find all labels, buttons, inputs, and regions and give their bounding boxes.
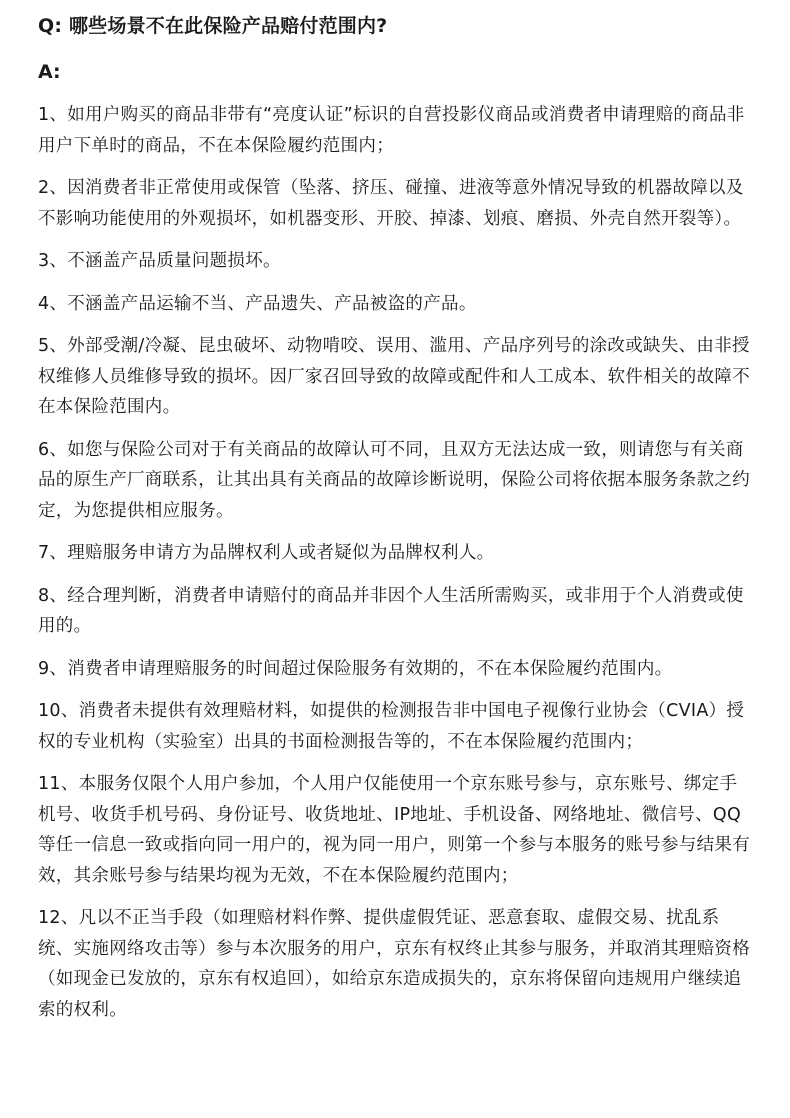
exclusion-item-4: 4、不涵盖产品运输不当、产品遗失、产品被盗的产品。 <box>38 293 477 314</box>
exclusion-item-10: 10、消费者未提供有效理赔材料，如提供的检测报告非中国电子视像行业协会（CVIA）授权的专业机构（实验室）出具的书面检测报告等的，不在本保险履约范围内； <box>38 701 745 752</box>
question-heading: Q: 哪些场景不在此保险产品赔付范围内? <box>38 15 388 37</box>
exclusion-item-7: 7、理赔服务申请方为品牌权利人或者疑似为品牌权利人。 <box>38 543 495 563</box>
answer-label: A: <box>38 61 61 83</box>
exclusion-item-8: 8、经合理判断，消费者申请赔付的商品并非因个人生活所需购买，或非用于个人消费或使用的。 <box>38 585 744 636</box>
exclusion-item-3: 3、不涵盖产品质量问题损坏。 <box>38 251 281 271</box>
exclusion-item-11: 11、本服务仅限个人用户参加，个人用户仅能使用一个京东账号参与，京东账号、绑定手机号、收货手机号码、身份证号、收货地址、IP地址、手机设备、网络地址、微信号、QQ等任一信息一致或指向同一用户的，视为同一用户，则第一个参与本服务的账号参与结果有效，其余账号参与结果均视为无效，不在本保险履约范围内； <box>38 774 750 886</box>
exclusion-list <box>38 100 752 1025</box>
exclusion-item-1: 1、如用户购买的商品非带有“亮度认证”标识的自营投影仪商品或消费者申请理赔的商品非用户下单时的商品，不在本保险履约范围内； <box>38 105 745 156</box>
exclusion-item-5: 5、外部受潮/冷凝、昆虫破坏、动物啃咬、误用、滥用、产品序列号的涂改或缺失、由非授权维修人员维修导致的损坏。因厂家召回导致的故障或配件和人工成本、软件相关的故障不在本保险范围内。 <box>38 336 750 417</box>
exclusion-item-12: 12、凡以不正当手段（如理赔材料作弊、提供虚假凭证、恶意套取、虚假交易、扰乱系统、实施网络攻击等）参与本次服务的用户，京东有权终止其参与服务，并取消其理赔资格（如现金已发放的，京东有权追回），如给京东造成损失的，京东将保留向违规用户继续追索的权利。 <box>38 908 750 1020</box>
exclusion-item-9: 9、消费者申请理赔服务的时间超过保险服务有效期的，不在本保险履约范围内。 <box>38 658 673 679</box>
exclusion-item-6: 6、如您与保险公司对于有关商品的故障认可不同，且双方无法达成一致，则请您与有关商品的原生产厂商联系，让其出具有关商品的故障诊断说明，保险公司将依据本服务条款之约定，为您提供相应服务。 <box>38 439 750 521</box>
exclusion-item-2: 2、因消费者非正常使用或保管（坠落、挤压、碰撞、进液等意外情况导致的机器故障以及不影响功能使用的外观损坏，如机器变形、开胶、掉漆、划痕、磨损、外壳自然开裂等）。 <box>38 178 744 229</box>
